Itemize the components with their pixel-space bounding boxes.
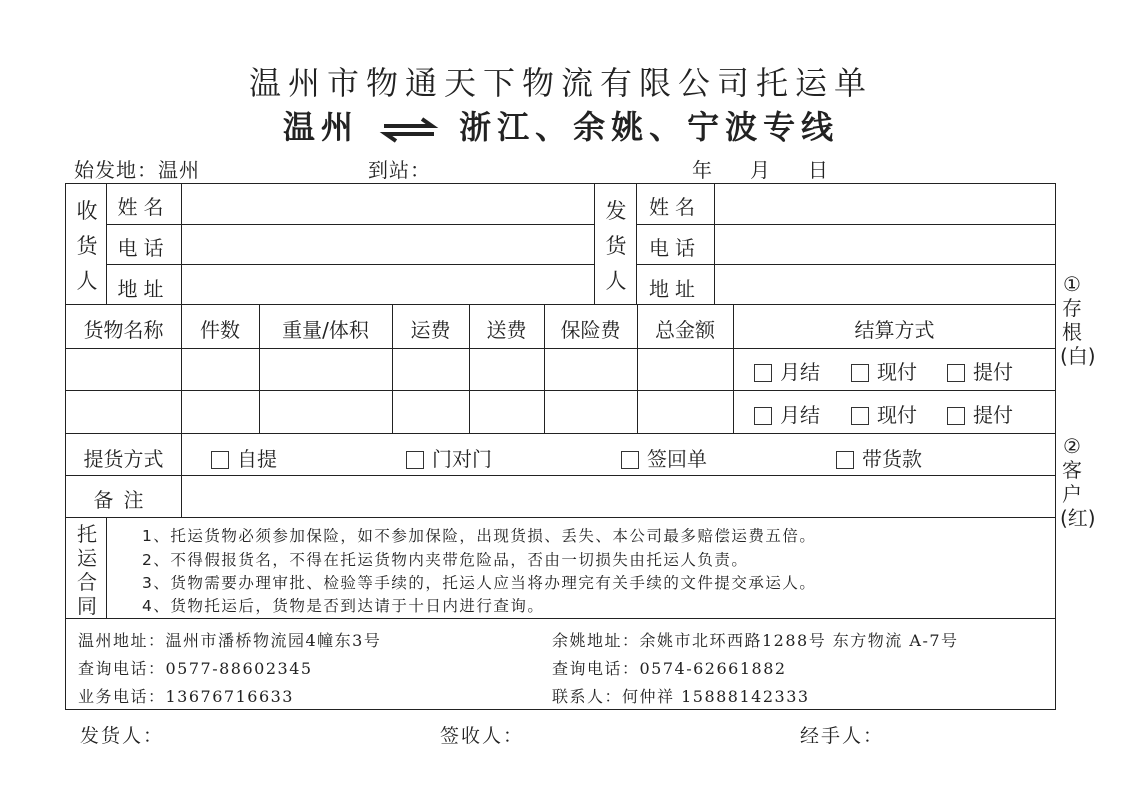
checkbox-icon bbox=[851, 407, 869, 425]
yuyao-address: 余姚地址：余姚市北环西路1288号 东方物流 A-7号 bbox=[552, 631, 959, 650]
col-weight-volume: 重量/体积 bbox=[282, 318, 369, 342]
col-goods-name: 货物名称 bbox=[83, 318, 164, 342]
option-label: 月结 bbox=[780, 360, 820, 384]
footer-handler: 经手人： bbox=[800, 725, 885, 747]
wenzhou-business-phone: 业务电话：13676716633 bbox=[78, 687, 294, 706]
option-label: 月结 bbox=[780, 403, 820, 427]
col-freight: 运费 bbox=[410, 318, 451, 342]
yuyao-contact: 联系人：何仲祥 15888142333 bbox=[552, 687, 810, 706]
delivery-door-to-door[interactable] bbox=[406, 443, 492, 472]
col-insurance-fee: 保险费 bbox=[560, 318, 621, 342]
delivery-label: 提货方式 bbox=[83, 447, 164, 471]
checkbox-icon bbox=[621, 451, 639, 469]
settle-collect-1[interactable] bbox=[947, 356, 1013, 385]
wenzhou-inquiry-phone: 查询电话：0577-88602345 bbox=[78, 659, 313, 678]
term-4: 4、货物托运后，货物是否到达请于十日内进行查询。 bbox=[142, 597, 545, 615]
checkbox-icon bbox=[406, 451, 424, 469]
origin-label: 始发地：温州 bbox=[74, 158, 200, 182]
remarks-label: 备注 bbox=[93, 488, 154, 512]
option-label: 自提 bbox=[237, 447, 277, 471]
checkbox-icon bbox=[947, 364, 965, 382]
shipper-label: 发货人 bbox=[605, 199, 627, 293]
station-label: 到站： bbox=[368, 158, 431, 182]
copy-label-customer: ②客户(红) bbox=[1060, 434, 1096, 530]
checkbox-icon bbox=[211, 451, 229, 469]
form-title: 温州市物通天下物流有限公司托运单 bbox=[248, 64, 873, 102]
contract-label: 托运合同 bbox=[77, 522, 97, 618]
route-origin: 温州 bbox=[282, 108, 359, 146]
footer-shipper: 发货人： bbox=[80, 725, 165, 747]
option-label: 签回单 bbox=[647, 447, 707, 471]
route-subtitle bbox=[0, 102, 1122, 148]
delivery-signed-receipt[interactable] bbox=[621, 443, 707, 472]
checkbox-icon bbox=[851, 364, 869, 382]
col-total: 总金额 bbox=[655, 318, 715, 342]
checkbox-icon bbox=[947, 407, 965, 425]
settle-cash-1[interactable] bbox=[851, 356, 917, 385]
wenzhou-address: 温州地址：温州市潘桥物流园4幢东3号 bbox=[78, 631, 382, 650]
yuyao-inquiry-phone: 查询电话：0574-62661882 bbox=[552, 659, 787, 678]
shipper-name-label: 姓名 bbox=[649, 195, 701, 219]
checkbox-icon bbox=[754, 407, 772, 425]
consignee-label: 收货人 bbox=[76, 199, 98, 293]
option-label: 提付 bbox=[973, 403, 1013, 427]
option-label: 带货款 bbox=[862, 447, 922, 471]
option-label: 现付 bbox=[877, 360, 917, 384]
month-label: 月 bbox=[750, 158, 771, 182]
term-1: 1、托运货物必须参加保险，如不参加保险，出现货损、丢失、本公司最多赔偿运费五倍。 bbox=[142, 527, 817, 545]
waybill-form bbox=[65, 183, 1056, 710]
col-quantity: 件数 bbox=[200, 318, 240, 342]
consignee-address-label: 地址 bbox=[117, 277, 170, 301]
delivery-cod[interactable] bbox=[836, 443, 922, 472]
consignee-name-label: 姓名 bbox=[117, 195, 170, 219]
shipper-address-label: 地址 bbox=[649, 277, 701, 301]
option-label: 门对门 bbox=[432, 447, 492, 471]
checkbox-icon bbox=[836, 451, 854, 469]
delivery-self-pickup[interactable] bbox=[211, 443, 277, 472]
term-3: 3、货物需要办理审批、检验等手续的，托运人应当将办理完有关手续的文件提交承运人。 bbox=[142, 574, 817, 592]
settle-cash-2[interactable] bbox=[851, 399, 917, 428]
settle-monthly-1[interactable] bbox=[754, 356, 820, 385]
col-settlement: 结算方式 bbox=[854, 318, 935, 342]
option-label: 现付 bbox=[877, 403, 917, 427]
col-delivery-fee: 送费 bbox=[486, 318, 527, 342]
footer-receiver: 签收人： bbox=[440, 725, 525, 747]
shipper-phone-label: 电话 bbox=[649, 236, 701, 260]
settle-collect-2[interactable] bbox=[947, 399, 1013, 428]
year-label: 年 bbox=[692, 158, 713, 182]
copy-label-stub: ①存根(白) bbox=[1060, 272, 1096, 368]
checkbox-icon bbox=[754, 364, 772, 382]
option-label: 提付 bbox=[973, 360, 1013, 384]
day-label: 日 bbox=[808, 158, 829, 182]
route-destinations: 浙江、余姚、宁波专线 bbox=[459, 108, 840, 146]
settle-monthly-2[interactable] bbox=[754, 399, 820, 428]
term-2: 2、不得假报货名，不得在托运货物内夹带危险品，否由一切损失由托运人负责。 bbox=[142, 551, 749, 569]
consignee-phone-label: 电话 bbox=[117, 236, 170, 260]
two-way-arrow-icon bbox=[378, 117, 440, 143]
